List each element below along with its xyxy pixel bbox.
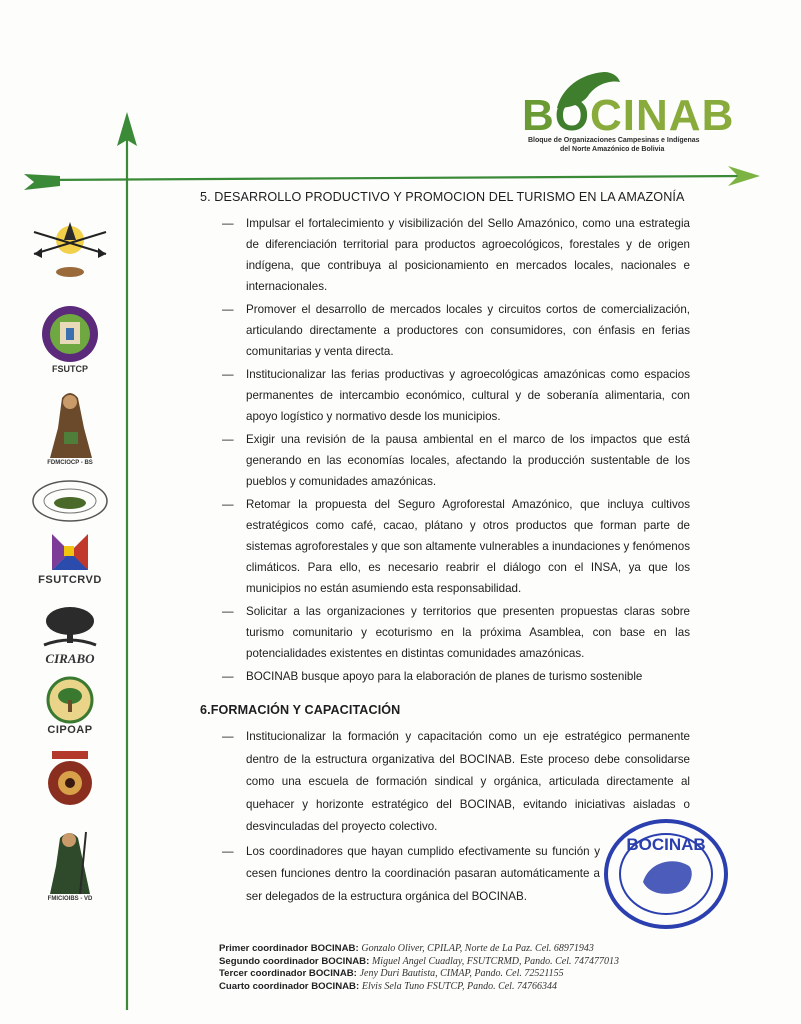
footer-row [219,956,619,969]
side-logo-ring [30,478,110,524]
list-item-text: Impulsar el fortalecimiento y visibilización del Sello Amazónico, como una estrategia de diferenciación territorial para productos agroecológicos, forestales y de origen indígena, que contribuya al posicionamiento en mercados locales, nacionales e internacionales. [246,217,690,293]
woman-with-staff-icon [40,826,100,896]
section-5-title: 5. DESARROLLO PRODUCTIVO Y PROMOCION DEL TURISMO EN LA AMAZONÍA [200,190,685,204]
list-item [200,429,690,492]
tree-landscape-icon [40,605,100,651]
coordinator-info: Jeny Duri Bautista, CIMAP, Pando. Cel. 72521155 [359,968,564,979]
coordinator-role: Primer coordinador BOCINAB: [219,943,359,954]
coordinator-info: Gonzalo Oliver, CPILAP, Norte de La Paz. Cel. 68971943 [361,943,594,954]
dash-bullet: — [222,303,234,316]
coordinator-role: Tercer coordinador BOCINAB: [219,968,357,979]
coordinator-role: Segundo coordinador BOCINAB: [219,955,370,967]
side-logo-label: FDMCIOCP - BS [47,460,93,466]
brand-subtitle-line1: Bloque de Organizaciones Campesinas e Indígenas [528,137,700,144]
side-logo-fsutcrvd [30,530,110,586]
dash-bullet: — [222,368,234,381]
side-logo-label: CIPOAP [47,724,93,736]
side-logo-fmicioibs [30,826,110,902]
list-item-text: Promover el desarrollo de mercados locales y circuitos cortos de comercialización, articulando directamente a productores con consumidores, con énfasis en ferias comunitarias y venta directa. [246,303,690,358]
list-item-text: Institucionalizar las ferias productivas y agroecológicas amazónicas como espacios permanentes de intercambio económico, cultural y de soberanía alimentaria, con apoyo logístico y normativo desde los municipios. [246,368,690,423]
side-logo-fsutcp [30,304,110,374]
side-logo-label: FSUTCP [52,364,88,374]
bocinab-logo [522,70,742,162]
cipoap-seal-icon [42,676,98,724]
stamp-label: BOCINAB [626,835,706,854]
dash-bullet: — [222,217,234,230]
fsutcp-seal-icon [38,304,102,364]
brand-subtitle-line2: del Norte Amazónico de Bolivia [560,146,665,153]
section-5 [200,190,690,687]
document-body [200,190,690,910]
dash-bullet: — [222,670,234,683]
cimap-emblem-icon [42,747,98,813]
woman-figure-icon [40,388,100,460]
footer-row [219,981,619,994]
list-item [200,666,690,687]
coordinator-info: Elvis Sela Tuno FSUTCP, Pando. Cel. 74766344 [361,980,557,992]
list-item-text: Solicitar a las organizaciones y territorios que presenten propuestas claras sobre turismo comunitario y ecoturismo en la próxima Asamblea, con base en las potencialidades existentes en distintas comunidades amazónicas. [246,605,690,660]
side-logo-emblem-1 [30,218,110,284]
dash-bullet: — [222,605,234,618]
side-logo-label: CIRABO [45,651,95,666]
side-logo-label: FSUTCRVD [38,574,102,586]
crossed-arrows-sun-icon [30,218,110,284]
brand-wordmark: BOCINAB [522,91,735,140]
list-item [200,494,690,599]
list-item-text: BOCINAB busque apoyo para la elaboración de planes de turismo sostenible [246,670,643,683]
oval-seal-icon [31,478,109,524]
wiphala-flag-icon [48,530,92,574]
list-item-text: Los coordinadores que hayan cumplido efectivamente su función y cesen funciones dentro la coordinación pasaran automáticamente a ser delegados de la estructura orgánica del BOCINAB. [246,844,600,903]
list-item [200,299,690,362]
side-logo-label: FMICIOIBS - VD [47,896,93,902]
list-item [200,601,690,664]
jaguar-icon [643,861,692,894]
side-logo-cipoap [30,676,110,736]
coordinator-info: Miguel Angel Cuadlay, FSUTCRMD, Pando. Cel. 747477013 [371,955,619,967]
dash-bullet: — [222,844,234,858]
footer-row [219,968,619,981]
coordinator-role: Cuarto coordinador BOCINAB: [219,980,360,992]
side-logo-cirabo [30,605,110,667]
list-item-text: Institucionalizar la formación y capacitación como un eje estratégico permanente dentro de la estructura organizativa del BOCINAB. Este proceso debe consolidarse como una escuela de formación sindical y orgánica, articulada directamente al quehacer y horizonte estratégico del BOCINAB, evitando iniciativas aisladas o desvinculadas del proyecto colectivo. [246,730,690,833]
coordinators-footer [219,943,619,993]
side-logo-fdmciocp [30,388,110,466]
dash-bullet: — [222,730,234,743]
list-item-text: Exigir una revisión de la pausa ambiental en el marco de los impactos que está generando en las economías locales, afectando la producción sustentable de los pueblos y comunidades amazónicas. [246,433,690,488]
side-logo-cimap [30,747,110,813]
list-item-text: Retomar la propuesta del Seguro Agroforestal Amazónico, que incluya cultivos estratégicos como café, cacao, plátano y otros productos que forman parte de sistemas agroforestales y que son altamente vulnerables a inundaciones y fenómenos climáticos. Para ello, es necesario reabrir el diálogo con el INSA, ya que los municipios no están asumiendo esta responsabilidad. [246,498,690,595]
section-6-title: 6.FORMACIÓN Y CAPACITACIÓN [200,703,401,717]
dash-bullet: — [222,498,234,511]
bocinab-stamp [603,818,729,930]
list-item [200,364,690,427]
footer-row [219,943,619,956]
list-item [200,213,690,297]
dash-bullet: — [222,433,234,446]
